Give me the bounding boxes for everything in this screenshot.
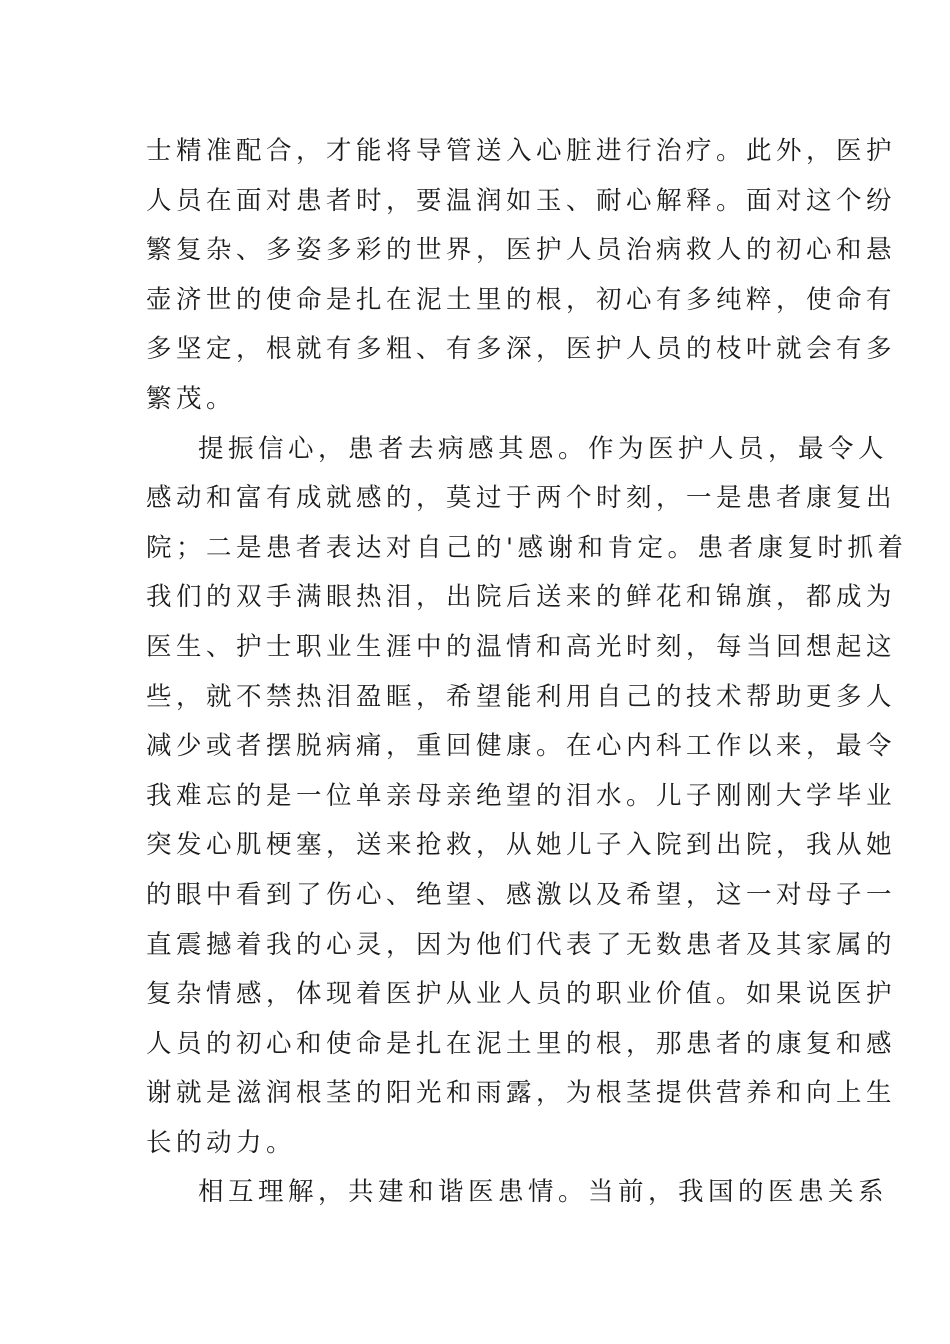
paragraph-first-line: 相互理解，共建和谐医患情。当前，我国的医患关系 [198, 1177, 889, 1208]
text-line: 医生、护士职业生涯中的温情和高光时刻，每当回想起这 [146, 631, 897, 662]
text-line: 士精准配合，才能将导管送入心脏进行治疗。此外，医护 [146, 136, 897, 166]
text-line: 壶济世的使命是扎在泥土里的根，初心有多纯粹，使命有 [146, 284, 897, 315]
text-line: 减少或者摆脱病痛，重回健康。在心内科工作以来，最令 [146, 731, 897, 762]
text-line: 直震撼着我的心灵，因为他们代表了无数患者及其家属的 [146, 929, 897, 960]
text-line: 复杂情感，体现着医护从业人员的职业价值。如果说医护 [146, 979, 897, 1010]
text-line: 长的动力。 [146, 1127, 297, 1158]
text-line: 多坚定，根就有多粗、有多深，医护人员的枝叶就会有多 [146, 334, 897, 365]
text-line: 我们的双手满眼热泪，出院后送来的鲜花和锦旗，都成为 [146, 582, 897, 613]
text-line: 繁茂。 [146, 383, 237, 414]
text-line: 我难忘的是一位单亲母亲绝望的泪水。儿子刚刚大学毕业 [146, 780, 897, 811]
text-line: 突发心肌梗塞，送来抢救，从她儿子入院到出院，我从她 [146, 830, 897, 861]
text-line: 些，就不禁热泪盈眶，希望能利用自己的技术帮助更多人 [146, 681, 897, 712]
text-line: 人员的初心和使命是扎在泥土里的根，那患者的康复和感 [146, 1028, 897, 1059]
paragraph-first-line: 提振信心，患者去病感其恩。作为医护人员，最令人 [198, 433, 889, 464]
text-line: 人员在面对患者时，要温润如玉、耐心解释。面对这个纷 [146, 185, 897, 216]
document-body [146, 127, 908, 1218]
text-line: 繁复杂、多姿多彩的世界，医护人员治病救人的初心和悬 [146, 235, 897, 266]
text-line: 感动和富有成就感的，莫过于两个时刻，一是患者康复出 [146, 483, 897, 514]
text-line: 的眼中看到了伤心、绝望、感激以及希望，这一对母子一 [146, 879, 897, 910]
text-line: 院；二是患者表达对自己的'感谢和肯定。患者康复时抓着 [146, 532, 908, 563]
text-line: 谢就是滋润根茎的阳光和雨露，为根茎提供营养和向上生 [146, 1078, 897, 1109]
